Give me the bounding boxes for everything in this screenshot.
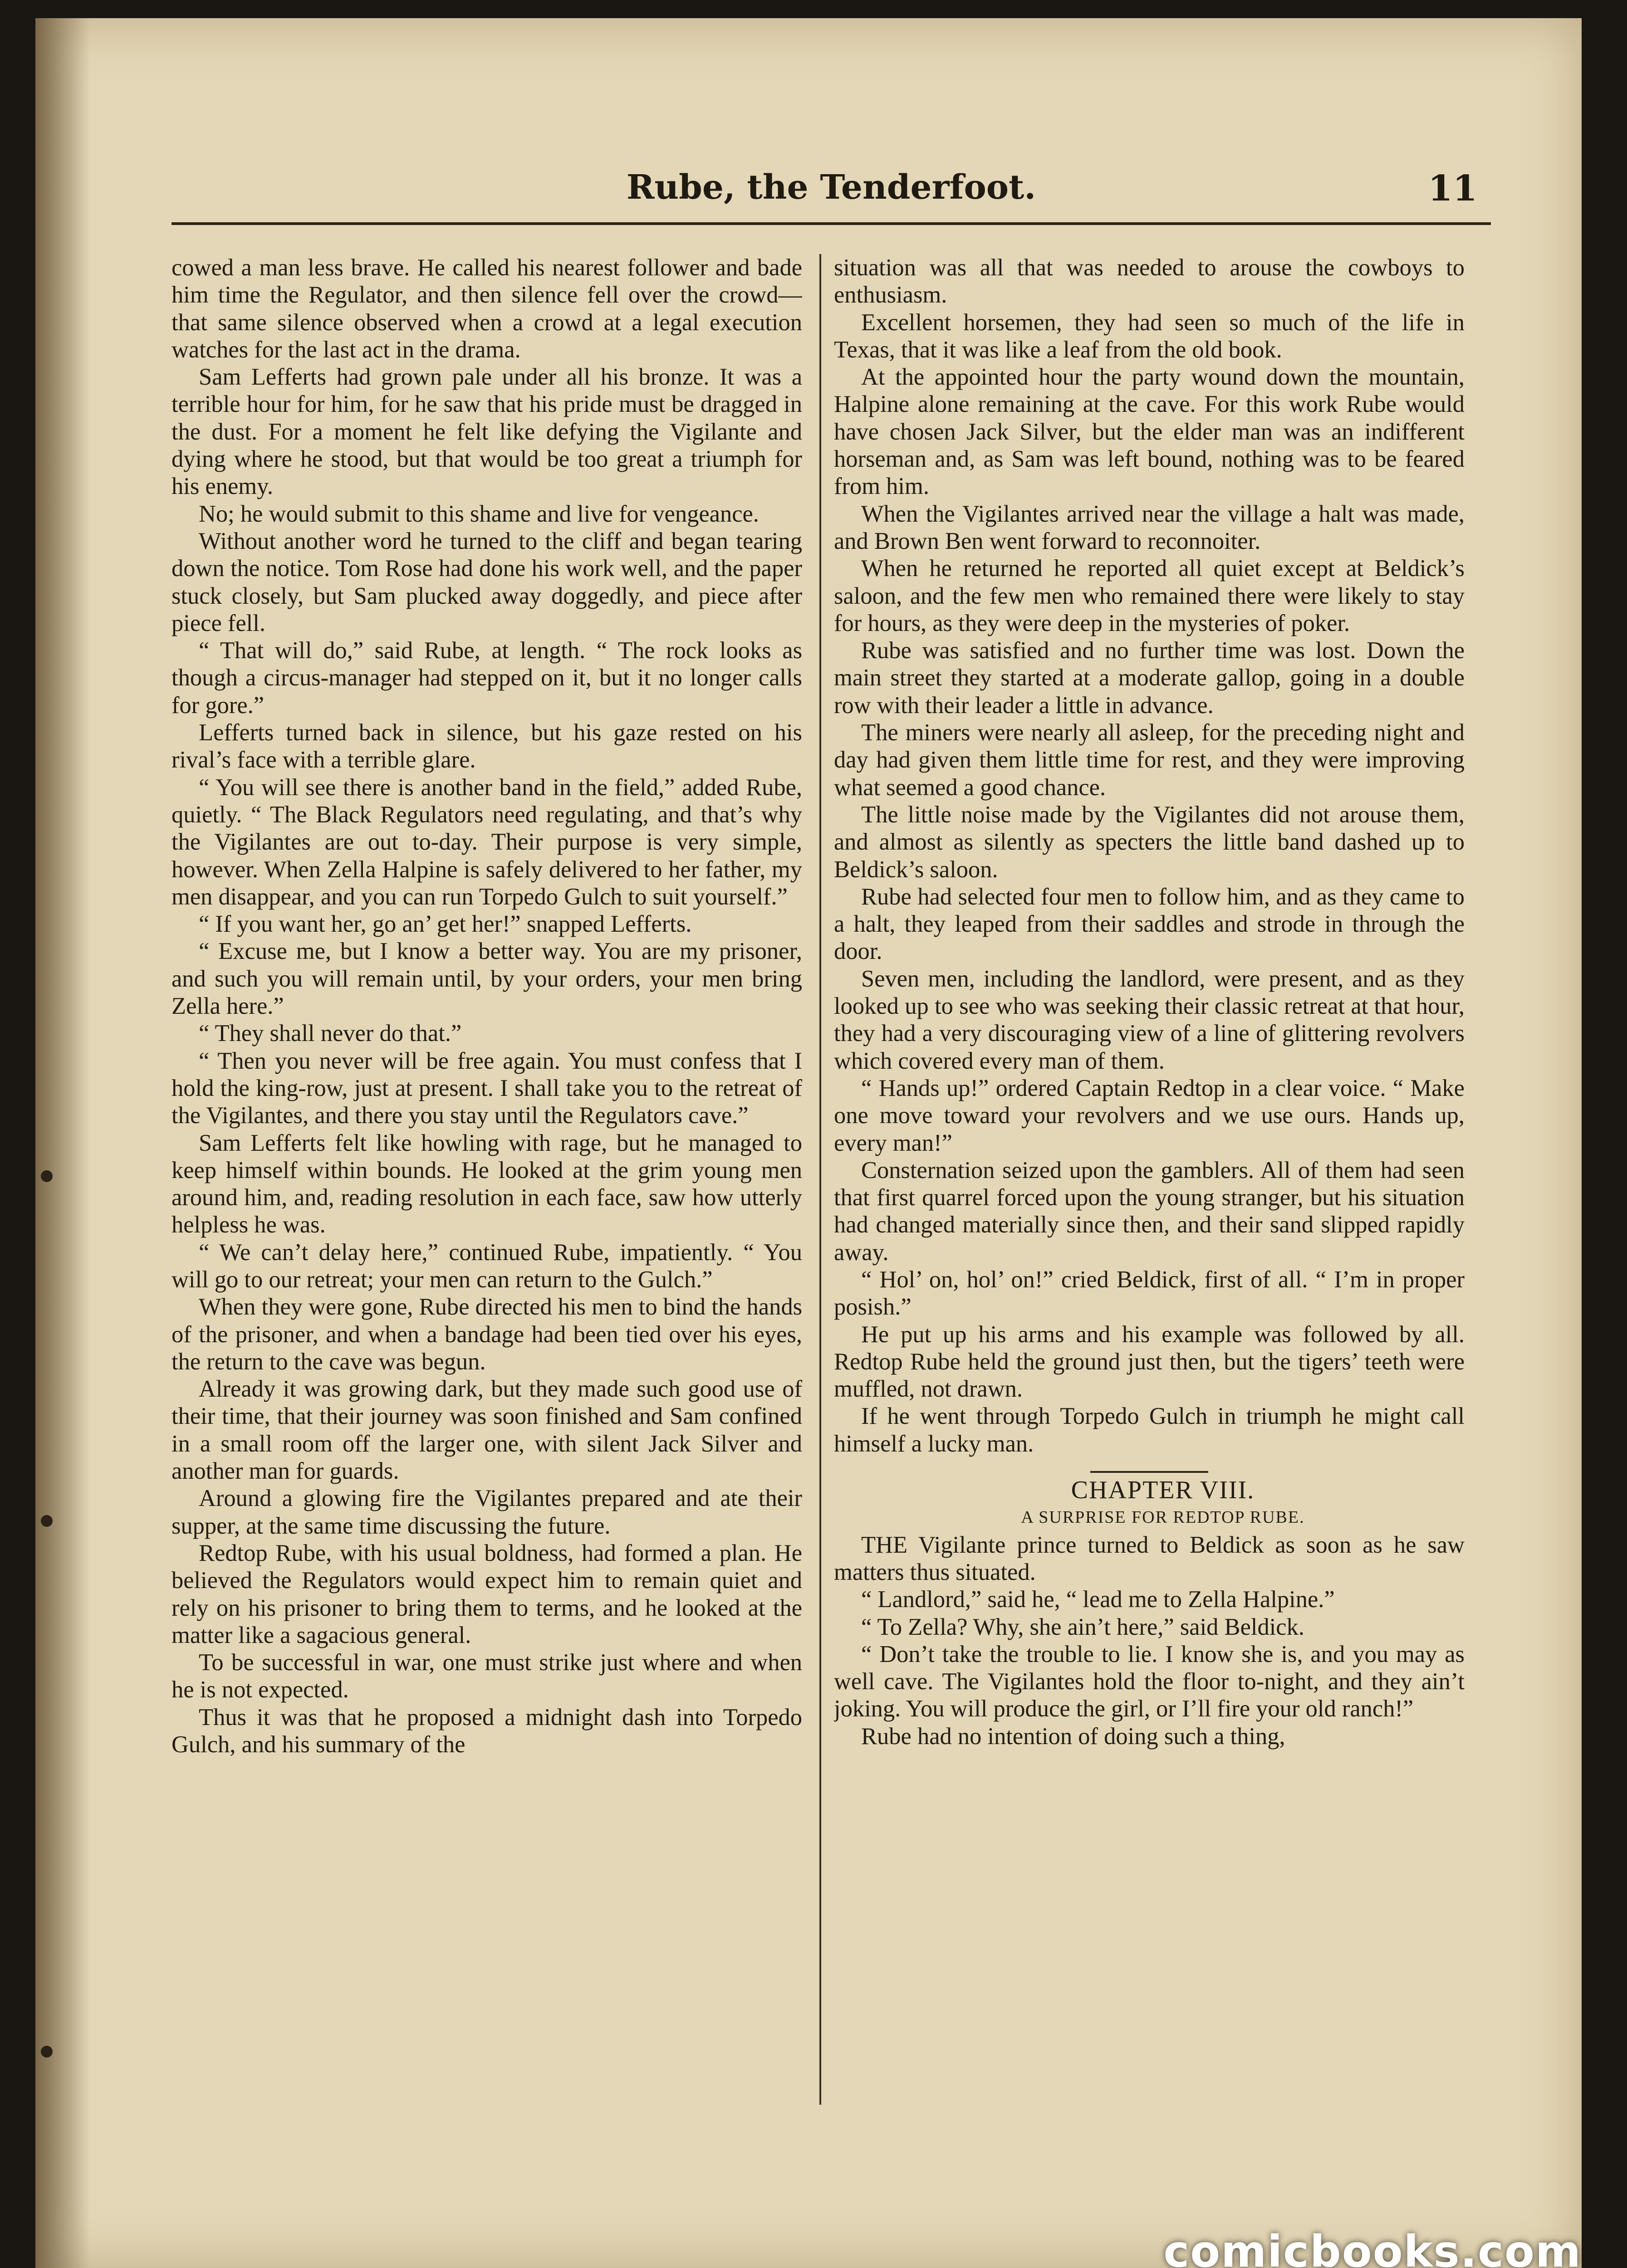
paragraph: Seven men, including the landlord, were present, and as they looked up to see who was seeking their classic retreat at that hour, they had a very discouraging view of a line of glittering revolvers which covered every man of them. — [834, 965, 1465, 1074]
paragraph: “ Landlord,” said he, “ lead me to Zella Halpine.” — [861, 1586, 1335, 1613]
left-column — [172, 254, 802, 2114]
paragraph: Consternation seized upon the gamblers. All of them had seen that first quarrel forced upon the young stranger, but his situation had changed materially since then, and their sand slipped rapidly away. — [834, 1157, 1465, 1266]
running-title: Rube, the Tenderfoot. — [626, 168, 1036, 207]
binding-mark — [41, 2046, 53, 2058]
paragraph: Sam Lefferts felt like howling with rage, but he managed to keep himself within bounds. He looked at the grim young men around him, and, reading resolution in each face, saw how utterly helpless he was. — [172, 1129, 802, 1238]
page-spine-shadow — [35, 18, 90, 2268]
paragraph: “ They shall never do that.” — [199, 1020, 462, 1047]
paragraph: “ To Zella? Why, she ain’t here,” said Beldick. — [861, 1613, 1304, 1640]
paragraph: Rube had selected four men to follow him, and as they came to a halt, they leaped from their saddles and strode in through the door. — [834, 883, 1465, 965]
paragraph: “ Excuse me, but I know a better way. You are my prisoner, and such you will remain until, by your orders, your men bring Zella here.” — [172, 938, 802, 1020]
paragraph: “ That will do,” said Rube, at length. “ The rock looks as though a circus-manager had stepped on it, but it no longer calls for gore.” — [172, 637, 802, 719]
paragraph: Redtop Rube, with his usual boldness, had formed a plan. He believed the Regulators would expect him to remain quiet and rely on his prisoner to bring them to terms, and he looked at the matter like a sagacious general. — [172, 1540, 802, 1648]
paragraph: “ Then you never will be free again. You must confess that I hold the king-row, just at present. I shall take you to the retreat of the Vigilantes, and there you stay until the Regulators cave.” — [172, 1047, 802, 1129]
paragraph: The miners were nearly all asleep, for the preceding night and day had given them little time for rest, and they were improving what seemed a good chance. — [834, 719, 1465, 801]
paragraph: If he went through Torpedo Gulch in triumph he might call himself a lucky man. — [834, 1403, 1465, 1457]
binding-mark — [41, 1170, 53, 1182]
paragraph: When they were gone, Rube directed his men to bind the hands of the prisoner, and when a bandage had been tied over his eyes, the return to the cave was begun. — [172, 1294, 802, 1375]
paragraph: Sam Lefferts had grown pale under all his bronze. It was a terrible hour for him, for he saw that his pride must be dragged in the dust. For a moment he felt like defying the Vigilante and dying where he stood, but that would be too great a triumph for his enemy. — [172, 364, 802, 500]
paragraph: When he returned he reported all quiet except at Beldick’s saloon, and the few men who remained there were likely to stay for hours, as they were deep in the mysteries of poker. — [834, 555, 1465, 636]
paragraph: “ Hands up!” ordered Captain Redtop in a clear voice. “ Make one move toward your revolvers and we use ours. Hands up, every man!” — [834, 1075, 1465, 1156]
paragraph: Rube had no intention of doing such a thing, — [861, 1723, 1285, 1750]
paragraph: Already it was growing dark, but they made such good use of their time, that their journey was soon finished and Sam confined in a small room off the larger one, with silent Jack Silver and another man for guards. — [172, 1376, 802, 1485]
paragraph: Rube was satisfied and no further time was lost. Down the main street they started at a moderate gallop, going in a double row with their leader a little in advance. — [834, 637, 1465, 719]
paragraph: No; he would submit to this shame and live for vengeance. — [199, 500, 759, 527]
chapter-rule — [1090, 1471, 1208, 1473]
paragraph: “ If you want her, go an’ get her!” snapped Lefferts. — [199, 911, 692, 938]
paragraph: Excellent horsemen, they had seen so much of the life in Texas, that it was like a leaf from the old book. — [834, 309, 1465, 363]
book-page — [35, 18, 1582, 2268]
paragraph: “ You will see there is another band in the field,” added Rube, quietly. “ The Black Regulators need regulating, and that’s why the Vigilantes are out to-day. Their purpose is very simple, however. When Zella Halpine is safely delivered to her father, my men disappear, and you can run Torpedo Gulch to suit yourself.” — [172, 774, 802, 910]
paragraph: Thus it was that he proposed a midnight dash into Torpedo Gulch, and his summary of the — [172, 1704, 802, 1758]
paragraph: He put up his arms and his example was followed by all. Redtop Rube held the ground just then, but the tigers’ teeth were muffled, not drawn. — [834, 1321, 1465, 1403]
paragraph: “ Don’t take the trouble to lie. I know she is, and you may as well cave. The Vigilantes hold the floor to-night, and they ain’t joking. You will produce the girl, or I’ll fire your old ranch!” — [834, 1641, 1465, 1722]
paragraph: cowed a man less brave. He called his nearest follower and bade him time the Regulator, and then silence fell over the crowd—that same silence observed when a crowd at a legal execution watches for the last act in the drama. — [172, 254, 802, 363]
paragraph: Lefferts turned back in silence, but his gaze rested on his rival’s face with a terrible glare. — [172, 719, 802, 773]
paragraph: The little noise made by the Vigilantes did not arouse them, and almost as silently as specters the little band dashed up to Beldick’s saloon. — [834, 801, 1465, 883]
column-divider — [819, 254, 821, 2105]
page-header — [172, 168, 1491, 225]
right-column — [834, 254, 1465, 2114]
page-number: 11 — [1428, 168, 1477, 209]
paragraph: THE Vigilante prince turned to Beldick as soon as he saw matters thus situated. — [834, 1531, 1465, 1585]
chapter-title: CHAPTER VIII. — [1071, 1476, 1255, 1505]
paragraph: Without another word he turned to the cliff and began tearing down the notice. Tom Rose had done his work well, and the paper stuck closely, but Sam plucked away doggedly, and piece after piece fell. — [172, 528, 802, 636]
paragraph: To be successful in war, one must strike just where and when he is not expected. — [172, 1649, 802, 1703]
site-watermark: comicbooks.com — [1163, 2226, 1582, 2268]
paragraph: “ We can’t delay here,” continued Rube, impatiently. “ You will go to our retreat; your men can return to the Gulch.” — [172, 1239, 802, 1293]
paragraph: At the appointed hour the party wound down the mountain, Halpine alone remaining at the cave. For this work Rube would have chosen Jack Silver, but the elder man was an indifferent horseman and, as Sam was left bound, nothing was to be feared from him. — [834, 364, 1465, 500]
binding-mark — [41, 1515, 53, 1527]
paragraph: Around a glowing fire the Vigilantes prepared and ate their supper, at the same time discussing the future. — [172, 1485, 802, 1539]
paragraph: “ Hol’ on, hol’ on!” cried Beldick, first of all. “ I’m in proper posish.” — [834, 1266, 1465, 1320]
chapter-subtitle: A SURPRISE FOR REDTOP RUBE. — [1021, 1508, 1305, 1527]
paragraph: When the Vigilantes arrived near the village a halt was made, and Brown Ben went forward to reconnoiter. — [834, 500, 1465, 554]
paragraph: situation was all that was needed to arouse the cowboys to enthusiasm. — [834, 254, 1465, 308]
